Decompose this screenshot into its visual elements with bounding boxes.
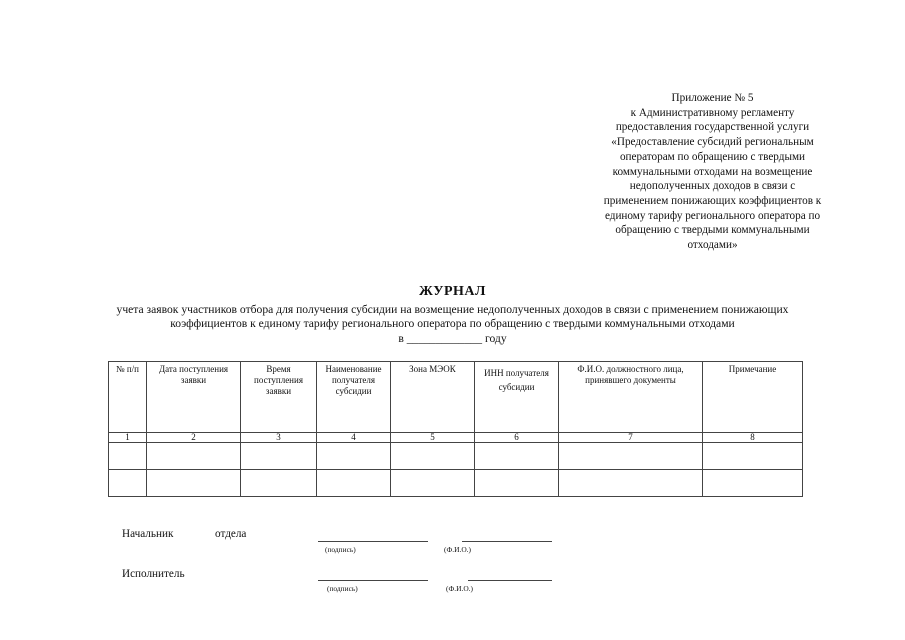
year-line: в _____________ году bbox=[398, 331, 507, 345]
table-cell bbox=[317, 470, 391, 497]
column-number: 7 bbox=[559, 433, 703, 443]
column-number: 4 bbox=[317, 433, 391, 443]
head-name-hint: (Ф.И.О.) bbox=[444, 545, 471, 554]
header-cell-number: № п/п bbox=[109, 362, 147, 433]
head-label: Начальник bbox=[122, 528, 174, 540]
appendix-block bbox=[575, 91, 850, 253]
column-number: 5 bbox=[391, 433, 475, 443]
table-cell bbox=[109, 443, 147, 470]
executor-name-hint: (Ф.И.О.) bbox=[446, 584, 473, 593]
head-signature-line bbox=[318, 541, 428, 542]
appendix-line: операторам по обращению с твердыми bbox=[619, 150, 806, 163]
journal-table bbox=[108, 361, 803, 497]
appendix-line: Приложение № 5 bbox=[671, 92, 754, 104]
head-name-line bbox=[462, 541, 552, 542]
column-number: 2 bbox=[147, 433, 241, 443]
header-cell-date: Дата поступления заявки bbox=[147, 362, 241, 433]
table-cell bbox=[147, 470, 241, 497]
appendix-line: применением понижающих коэффициентов к bbox=[603, 194, 822, 207]
column-number: 3 bbox=[241, 433, 317, 443]
table-cell bbox=[391, 470, 475, 497]
header-cell-note: Примечание bbox=[703, 362, 803, 433]
appendix-line: «Предоставление субсидий региональным bbox=[611, 136, 814, 149]
table-cell bbox=[109, 470, 147, 497]
table-cell bbox=[703, 470, 803, 497]
table-cell bbox=[391, 443, 475, 470]
table-cell bbox=[241, 443, 317, 470]
document-title: ЖУРНАЛ bbox=[419, 284, 486, 299]
appendix-line: обращению с твердыми коммунальными bbox=[615, 224, 810, 237]
appendix-line: единому тарифу регионального оператора по bbox=[604, 209, 821, 222]
executor-name-line bbox=[468, 580, 552, 581]
executor-signature-hint: (подпись) bbox=[327, 584, 358, 593]
appendix-line: предоставления государственной услуги bbox=[615, 121, 810, 134]
head-signature-hint: (подпись) bbox=[325, 545, 356, 554]
header-cell-recipient: Наименование получателя субсидии bbox=[317, 362, 391, 433]
column-number: 1 bbox=[109, 433, 147, 443]
subtitle-line-1: учета заявок участников отбора для получения субсидии на возмещение недополученных доходов в связи с применением понижающих bbox=[116, 303, 789, 316]
table-number-row bbox=[109, 433, 803, 443]
header-cell-zone: Зона МЭОК bbox=[391, 362, 475, 433]
document-subtitle bbox=[40, 303, 865, 346]
header-cell-inn: ИНН получателя субсидии bbox=[475, 362, 559, 433]
appendix-line: отходами» bbox=[687, 239, 738, 252]
table-cell bbox=[559, 443, 703, 470]
table-row bbox=[109, 443, 803, 470]
table-cell bbox=[703, 443, 803, 470]
table-cell bbox=[559, 470, 703, 497]
table-row bbox=[109, 470, 803, 497]
department-label: отдела bbox=[215, 528, 247, 540]
column-number: 6 bbox=[475, 433, 559, 443]
appendix-line: коммунальными отходами на возмещение bbox=[612, 165, 813, 178]
subtitle-line-2: коэффициентов к единому тарифу регионального оператора по обращению с твердыми коммунальными отходами bbox=[170, 317, 735, 331]
appendix-line: недополученных доходов в связи с bbox=[629, 180, 796, 193]
table-header-row bbox=[109, 362, 803, 433]
appendix-line: к Административному регламенту bbox=[630, 106, 795, 119]
header-cell-official: Ф.И.О. должностного лица, принявшего документы bbox=[559, 362, 703, 433]
executor-label: Исполнитель bbox=[122, 568, 185, 580]
table-cell bbox=[147, 443, 241, 470]
executor-signature-line bbox=[318, 580, 428, 581]
table-cell bbox=[475, 470, 559, 497]
header-cell-time: Время поступления заявки bbox=[241, 362, 317, 433]
table-cell bbox=[241, 470, 317, 497]
table-cell bbox=[317, 443, 391, 470]
column-number: 8 bbox=[703, 433, 803, 443]
table-cell bbox=[475, 443, 559, 470]
